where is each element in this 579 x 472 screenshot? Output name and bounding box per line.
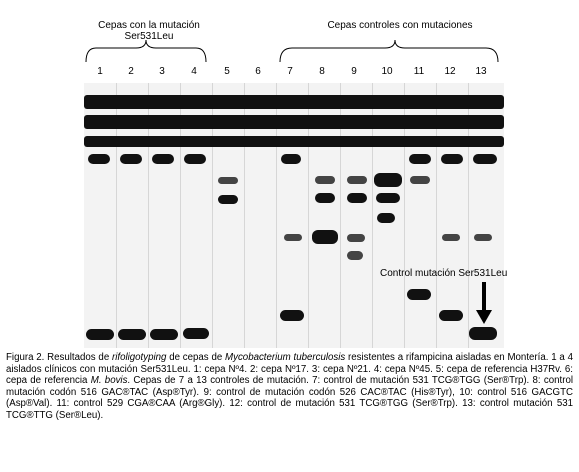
- band: [377, 213, 395, 223]
- band-row-3: [84, 136, 504, 147]
- band-row-2: [84, 115, 504, 129]
- band: [284, 234, 302, 241]
- band: [118, 329, 146, 340]
- lane-number-4: 4: [191, 66, 197, 77]
- caption-part: resistentes a rifampicina aisladas en Montería. 1 a 4 aislados clínicos con mutación Ser531Leu. 1: cepa Nº4. 2: cepa Nº17. 3: cepa Nº21. 4: cepa Nº45. 5: cepa de referencia H37Rv. 6: cepa de referencia: [6, 352, 573, 387]
- band: [218, 177, 238, 184]
- band: [409, 154, 431, 164]
- figure-caption: [6, 352, 573, 422]
- band: [347, 251, 363, 260]
- lane-number-11: 11: [413, 66, 425, 77]
- band: [410, 176, 430, 184]
- band: [280, 310, 304, 321]
- group-label-line1: Cepas con la mutación: [98, 20, 200, 31]
- down-arrow-icon: [474, 282, 494, 326]
- caption-method: rifoligotyping: [112, 352, 167, 363]
- band: [374, 173, 402, 187]
- lane-number-9: 9: [351, 66, 357, 77]
- band: [86, 329, 114, 340]
- band: [315, 176, 335, 184]
- group-label-controls: Cepas controles con mutaciones: [327, 20, 473, 31]
- lane-number-13: 13: [475, 66, 487, 77]
- caption-part: de cepas de: [166, 352, 226, 363]
- lane-number-1: 1: [97, 66, 103, 77]
- band: [281, 154, 301, 164]
- band: [88, 154, 110, 164]
- band: [312, 230, 338, 244]
- gel-image: [84, 83, 504, 348]
- band-row-1: [84, 95, 504, 109]
- caption-part: Figura 2. Resultados de: [6, 352, 113, 363]
- lane-number-8: 8: [319, 66, 325, 77]
- brace-left: [86, 40, 206, 62]
- lane-number-6: 6: [255, 66, 261, 77]
- lane-number-3: 3: [159, 66, 165, 77]
- lane-number-5: 5: [224, 66, 230, 77]
- band: [315, 193, 335, 203]
- control-annotation: Control mutación Ser531Leu: [380, 268, 508, 279]
- band: [407, 289, 431, 300]
- caption-organism: Mycobacterium tuberculosis: [225, 352, 346, 363]
- caption-organism2: M. bovis: [90, 375, 128, 387]
- band: [120, 154, 142, 164]
- brace-right: [280, 40, 498, 62]
- band: [474, 234, 492, 241]
- band: [442, 234, 460, 241]
- band: [347, 234, 365, 242]
- band: [347, 176, 367, 184]
- band: [150, 329, 178, 340]
- lane-number-2: 2: [128, 66, 134, 77]
- band: [469, 327, 497, 340]
- lane-number-12: 12: [444, 66, 456, 77]
- group-label-line2: Ser531Leu: [124, 31, 174, 42]
- band: [152, 154, 174, 164]
- band: [218, 195, 238, 204]
- band: [439, 310, 463, 321]
- band: [347, 193, 367, 203]
- band: [473, 154, 497, 164]
- lane-number-7: 7: [287, 66, 293, 77]
- band: [376, 193, 400, 203]
- band: [184, 154, 206, 164]
- caption-part: . Cepas de 7 a 13 controles de mutación. 7: control de mutación 531 TCG®TGG (Ser®Trp). 8: control mutación codón 516 GAC®TAC (Asp®Tyr). 9: control de mutación codón 526 CAC®TAC (His®Tyr), 10: control 516 GACGTC (Asp®Val). 11: control 529 CGA®CAA (Arg®Gly). 12: control de mutación 531 TCG®TGG (Ser®Trp). 13: control mutación 531 TCG®TTG (Ser®Leu).: [6, 375, 573, 421]
- band: [441, 154, 463, 164]
- lane-number-10: 10: [381, 66, 393, 77]
- band: [183, 328, 209, 339]
